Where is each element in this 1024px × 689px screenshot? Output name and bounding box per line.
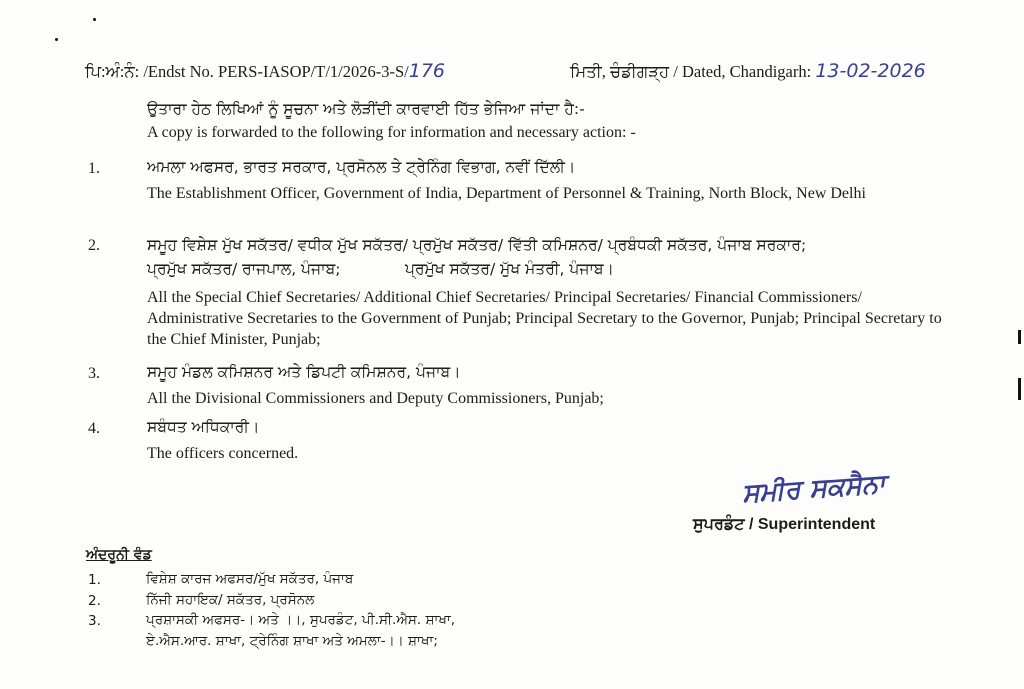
internal-heading: ਅੰਦਰੂਨੀ ਵੰਡ: [86, 547, 152, 563]
internal-number: 3.: [88, 613, 101, 629]
recipient-punjabi: ਪ੍ਰਮੁੱਖ ਸਕੱਤਰ/ ਰਾਜਪਾਲ, ਪੰਜਾਬ;: [147, 260, 341, 278]
internal-item: ਨਿੱਜੀ ਸਹਾਇਕ/ ਸਕੱਤਰ, ਪ੍ਰਸੋਨਲ: [146, 592, 315, 608]
endst-number: 176: [408, 60, 446, 82]
recipient-number: 4.: [88, 420, 100, 437]
recipient-english: All the Special Chief Secretaries/ Additional Chief Secretaries/ Principal Secretaries/ Financial Commissioners/ Administrative Secretaries to the Government of Punjab; Principal Secretary to the Governor, Punjab; Principal Secretary to the Chief Minister, Punjab;: [147, 289, 942, 348]
scan-edge-mark: [1018, 378, 1021, 400]
recipient-english: The Establishment Officer, Government of India, Department of Personnel & Training, North Block, New Delhi: [147, 185, 866, 202]
internal-item: ਵਿਸ਼ੇਸ਼ ਕਾਰਜ ਅਫਸਰ/ਮੁੱਖ ਸਕੱਤਰ, ਪੰਜਾਬ: [146, 571, 354, 587]
dated-line: [570, 61, 926, 82]
recipient-punjabi: ਅਮਲਾ ਅਫਸਰ, ਭਾਰਤ ਸਰਕਾਰ, ਪ੍ਰਸੋਨਲ ਤੇ ਟ੍ਰੇਨਿੰਗ ਵਿਭਾਗ, ਨਵੀਂ ਦਿੱਲੀ।: [147, 158, 576, 176]
recipient-punjabi: ਸਬੰਧਤ ਅਧਿਕਾਰੀ।: [147, 418, 260, 436]
recipient-number: 1.: [88, 160, 100, 177]
recipient-punjabi: ਸਮੂਹ ਵਿਸ਼ੇਸ਼ ਮੁੱਖ ਸਕੱਤਰ/ ਵਧੀਕ ਮੁੱਖ ਸਕੱਤਰ/ ਪ੍ਰਮੁੱਖ ਸਕੱਤਰ/ ਵਿੱਤੀ ਕਮਿਸ਼ਨਰ/ ਪ੍ਰਬੰਧਕੀ ਸਕੱਤਰ, ਪੰਜਾਬ ਸਰਕਾਰ;: [147, 236, 807, 254]
intro-english: A copy is forwarded to the following for information and necessary action: -: [147, 124, 636, 141]
endst-line: [85, 61, 445, 82]
recipient-number: 3.: [88, 365, 100, 382]
recipient-punjabi: ਸਮੂਹ ਮੰਡਲ ਕਮਿਸ਼ਨਰ ਅਤੇ ਡਿਪਟੀ ਕਮਿਸ਼ਨਰ, ਪੰਜਾਬ।: [147, 363, 461, 381]
recipient-english: All the Divisional Commissioners and Deputy Commissioners, Punjab;: [147, 390, 604, 407]
recipient-number: 2.: [88, 237, 100, 254]
internal-item: ਪ੍ਰਸ਼ਾਸਕੀ ਅਫਸਰ-। ਅਤੇ ।।, ਸੁਪਰਡੰਟ, ਪੀ.ਸੀ.ਐਸ. ਸ਼ਾਖਾ,: [146, 612, 456, 628]
recipient-punjabi: ਪ੍ਰਮੁੱਖ ਸਕੱਤਰ/ ਮੁੱਖ ਮੰਤਰੀ, ਪੰਜਾਬ।: [405, 260, 615, 278]
internal-number: 1.: [88, 572, 101, 588]
endst-prefix: ਪਿ:ਅੰ:ਨੰ: /Endst No. PERS-IASOP/T/1/2026-3-S/: [85, 62, 409, 81]
internal-item: ਏ.ਐਸ.ਆਰ. ਸ਼ਾਖਾ, ਟ੍ਰੇਨਿੰਗ ਸ਼ਾਖਾ ਅਤੇ ਅਮਲਾ-।। ਸ਼ਾਖਾ;: [146, 633, 438, 649]
scan-edge-mark: [1018, 330, 1021, 344]
dated-label: ਮਿਤੀ, ਚੰਡੀਗੜ੍ਹ / Dated, Chandigarh:: [570, 62, 812, 81]
date-value: 13-02-2026: [815, 60, 926, 82]
intro-punjabi: ਉਤਾਰਾ ਹੇਠ ਲਿਖਿਆਂ ਨੂੰ ਸੂਚਨਾ ਅਤੇ ਲੋੜੀਂਦੀ ਕਾਰਵਾਈ ਹਿੱਤ ਭੇਜਿਆ ਜਾਂਦਾ ਹੈ:-: [147, 100, 585, 118]
scan-speck: [55, 38, 58, 41]
signature-title: ਸੁਪਰਡੰਟ / Superintendent: [693, 516, 876, 533]
scan-speck: [93, 18, 96, 21]
signature: ਸਮੀਰ ਸਕਸੈਨਾ: [741, 469, 887, 509]
internal-number: 2.: [88, 593, 101, 609]
recipient-english: The officers concerned.: [147, 445, 299, 462]
